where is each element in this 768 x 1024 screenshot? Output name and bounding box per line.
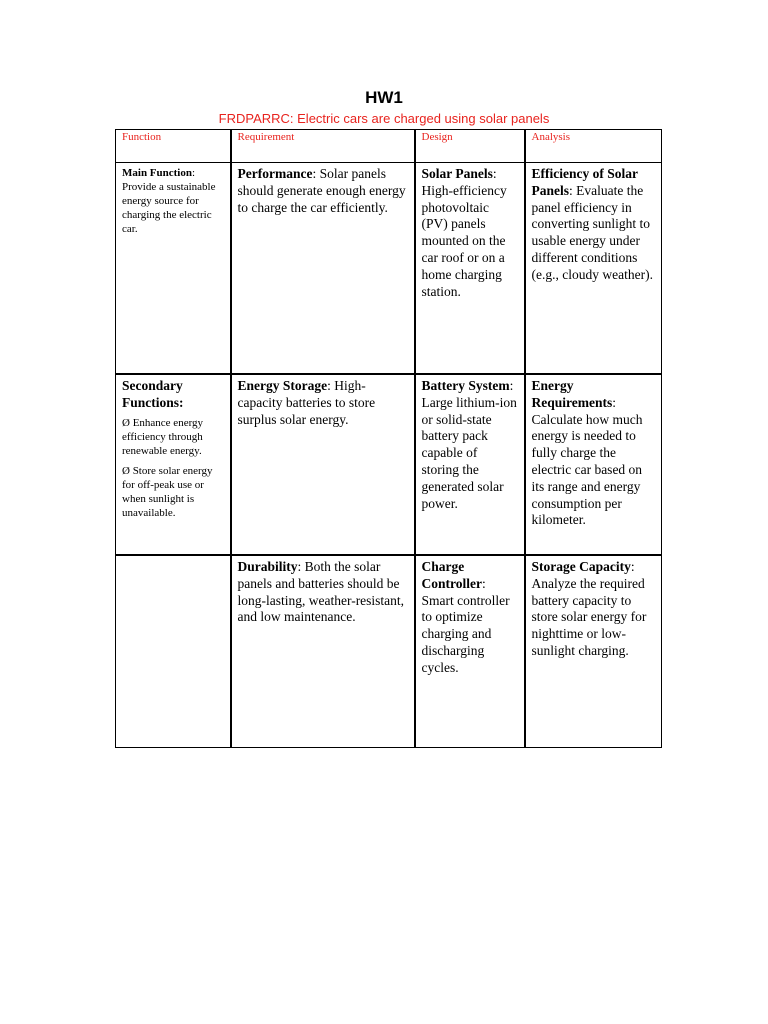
secondary-bullet-2: Ø Store solar energy for off-peak use or when sunlight is unavailable. bbox=[122, 464, 213, 519]
durability-label: Durability bbox=[237, 559, 298, 574]
table-header-row bbox=[116, 130, 662, 163]
cell-charge-controller bbox=[415, 555, 525, 748]
cell-solar-panels bbox=[415, 163, 525, 375]
table-row bbox=[116, 555, 662, 748]
header-analysis: Analysis bbox=[525, 130, 662, 163]
charge-controller-label: Charge Controller bbox=[421, 559, 482, 591]
secondary-functions-label: Secondary Functions: bbox=[122, 378, 184, 410]
battery-system-label: Battery System bbox=[421, 378, 510, 393]
header-requirement: Requirement bbox=[231, 130, 415, 163]
performance-text: : Solar panels should generate enough energy to charge the car efficiently. bbox=[237, 166, 406, 215]
battery-system-text: : Large lithium-ion or solid-state battery pack capable of storing the generated solar power. bbox=[421, 378, 517, 511]
durability-text: : Both the solar panels and batteries should be long-lasting, weather-resistant, and low maintenance. bbox=[237, 559, 405, 625]
cell-durability bbox=[231, 555, 415, 748]
cell-storage-capacity bbox=[525, 555, 662, 748]
storage-capacity-label: Storage Capacity bbox=[531, 559, 631, 574]
main-function-label: Main Function bbox=[122, 167, 192, 179]
storage-capacity-text: : Analyze the required battery capacity to store solar energy for nighttime or low-sunlight charging. bbox=[531, 559, 647, 658]
secondary-bullet-1: Ø Enhance energy efficiency through renewable energy. bbox=[122, 416, 204, 457]
cell-battery-system bbox=[415, 374, 525, 555]
energy-storage-label: Energy Storage bbox=[237, 378, 328, 393]
cell-main-function bbox=[116, 163, 231, 375]
cell-energy-requirements bbox=[525, 374, 662, 555]
solar-panels-label: Solar Panels bbox=[421, 166, 493, 181]
energy-storage-text: : High-capacity batteries to store surplus solar energy. bbox=[237, 378, 376, 427]
cell-performance bbox=[231, 163, 415, 375]
energy-requirements-label: Energy Requirements bbox=[531, 378, 613, 410]
cell-efficiency bbox=[525, 163, 662, 375]
table-row bbox=[116, 163, 662, 375]
main-function-text: : Provide a sustainable energy source for charging the electric car. bbox=[122, 167, 216, 235]
cell-secondary-functions bbox=[116, 374, 231, 555]
document-title: HW1 bbox=[365, 88, 403, 107]
efficiency-label: Efficiency of Solar Panels bbox=[531, 166, 638, 198]
table-row bbox=[116, 374, 662, 555]
solar-panels-text: : High-efficiency photovoltaic (PV) panels mounted on the car roof or on a home charging station. bbox=[421, 166, 507, 299]
cell-empty-function bbox=[116, 555, 231, 748]
efficiency-text: : Evaluate the panel efficiency in converting sunlight to usable energy under different conditions (e.g., cloudy weather). bbox=[531, 182, 653, 282]
header-function: Function bbox=[116, 130, 231, 163]
document-subtitle: FRDPARRC: Electric cars are charged using solar panels bbox=[218, 111, 550, 126]
performance-label: Performance bbox=[237, 166, 313, 181]
energy-requirements-text: : Calculate how much energy is needed to fully charge the electric car based on its range and energy consumption per kilometer. bbox=[531, 394, 643, 528]
header-design: Design bbox=[415, 130, 525, 163]
cell-energy-storage bbox=[231, 374, 415, 555]
charge-controller-text: : Smart controller to optimize charging and discharging cycles. bbox=[421, 575, 510, 675]
frdparrc-table bbox=[115, 129, 662, 748]
